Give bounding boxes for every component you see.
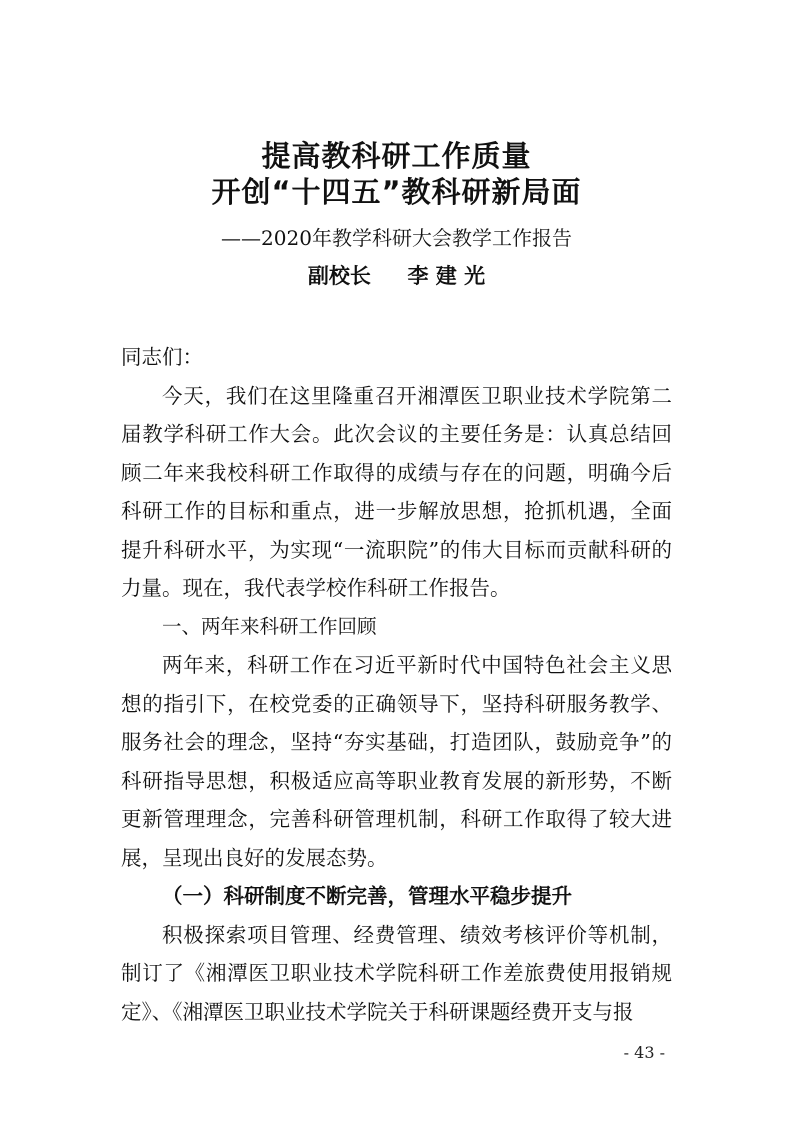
document-title-line-1: 提高教科研工作质量 bbox=[261, 139, 532, 173]
salutation: 同志们： bbox=[121, 345, 203, 369]
document-subtitle: ——2020年教学科研大会教学工作报告 bbox=[221, 226, 572, 250]
document-body bbox=[121, 338, 672, 1031]
section-heading: 一、两年来科研工作回顾 bbox=[162, 614, 377, 638]
page-number: - 43 - bbox=[623, 1043, 665, 1062]
paragraph-review: 两年来，科研工作在习近平新时代中国特色社会主义思想的指引下，在校党委的正确领导下，坚持科研服务教学、服务社会的理念，坚持“夯实基础，打造团队，鼓励竞争”的科研指导思想，积极适应高等职业教育发展的新形势，不断更新管理理念，完善科研管理机制，科研工作取得了较大进展，呈现出良好的发展态势。 bbox=[121, 653, 672, 870]
paragraph-system: 积极探索项目管理、经费管理、绩效考核评价等机制，制订了《湘潭医卫职业技术学院科研工作差旅费使用报销规定》、《湘潭医卫职业技术学院关于科研课题经费开支与报 bbox=[121, 922, 672, 1024]
document-title-line-2: 开创“十四五”教科研新局面 bbox=[211, 175, 582, 209]
author-name: 李 建 光 bbox=[407, 263, 486, 288]
author-role: 副校长 bbox=[307, 263, 371, 288]
author-line bbox=[0, 262, 793, 290]
paragraph-opening: 今天，我们在这里隆重召开湘潭医卫职业技术学院第二届教学科研工作大会。此次会议的主要任务是：认真总结回顾二年来我校科研工作取得的成绩与存在的问题，明确今后科研工作的目标和重点，进一步解放思想，抢抓机遇，全面提升科研水平，为实现“一流职院”的伟大目标而贡献科研的力量。现在，我代表学校作科研工作报告。 bbox=[121, 383, 672, 600]
subsection-heading: （一）科研制度不断完善，管理水平稳步提升 bbox=[162, 884, 572, 908]
